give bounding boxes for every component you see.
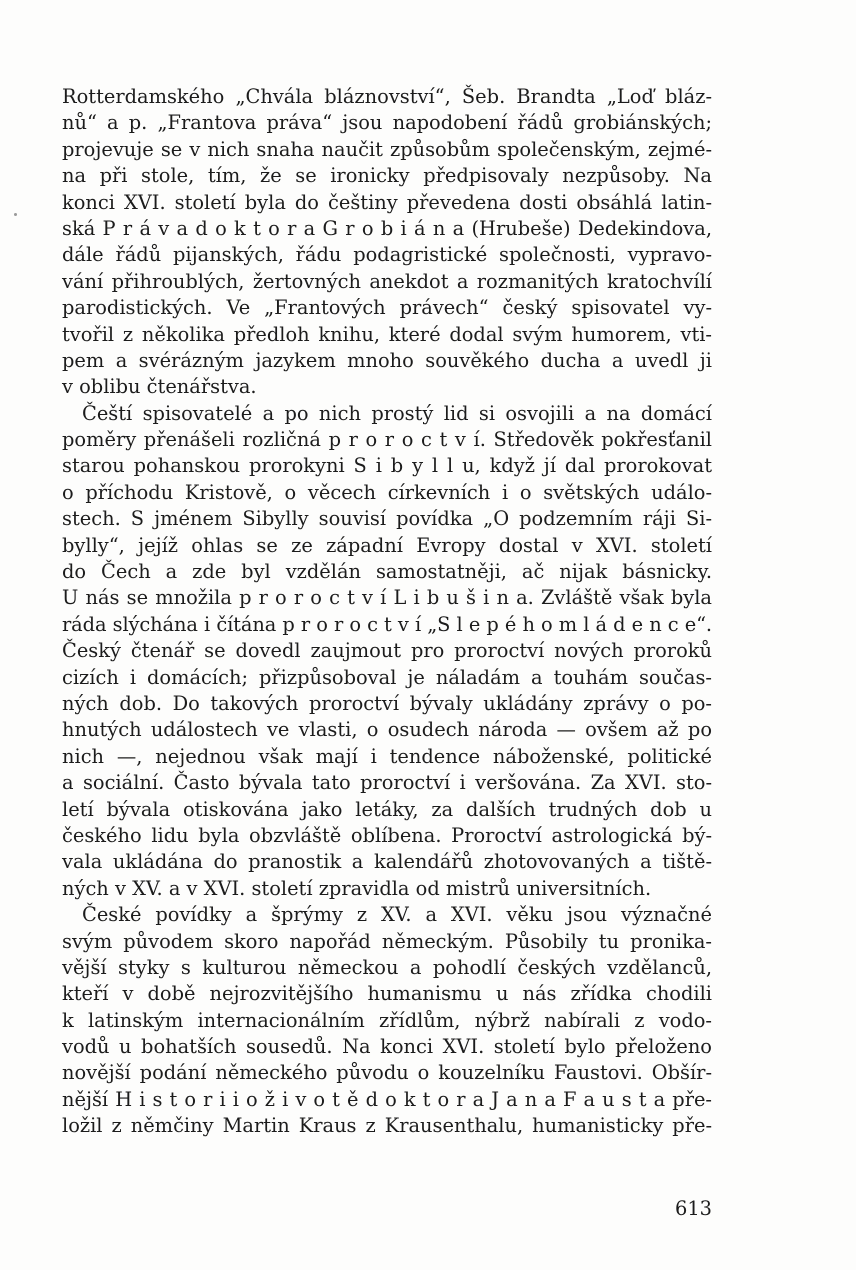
text-line: poměry přenášeli rozličná p r o r o c t v í. Středověk pokřesťanil <box>62 428 712 452</box>
text-line: kteří v době nejrozvitějšího humanismu u nás zřídka chodili <box>62 982 712 1006</box>
text-line: k latinským internacionálním zřídlům, nýbrž nabírali z vodo- <box>62 1008 712 1032</box>
text-line: a sociální. Často bývala tato proroctví i veršována. Za XVI. sto- <box>62 771 712 795</box>
text-line: bylly“, jejíž ohlas se ze západní Evropy dostal v XVI. století <box>62 533 712 557</box>
text-line: na při stole, tím, že se ironicky předpisovaly nezpůsoby. Na <box>62 164 712 188</box>
text-line: vala ukládána do pranostik a kalendářů zhotovovaných a tiště- <box>62 850 712 874</box>
text-line: ných v XV. a v XVI. století zpravidla od mistrů universitních. <box>62 876 652 900</box>
text-line: České povídky a šprýmy z XV. a XVI. věku jsou význačné <box>82 903 712 927</box>
text-line: nější H i s t o r i i o ž i v o t ě d o k t o r a J a n a F a u s t a pře- <box>62 1087 712 1111</box>
text-line: o příchodu Kristově, o věcech církevních i o světských událo- <box>62 480 712 504</box>
text-line: svým původem skoro napořád německým. Působily tu pronika- <box>62 929 712 953</box>
text-line: parodistických. Ve „Frantových právech“ český spisovatel vy- <box>62 296 712 320</box>
text-line: pem a svérázným jazykem mnoho souvěkého ducha a uvedl ji <box>62 348 712 372</box>
text-line: stech. S jménem Sibylly souvisí povídka „O podzemním ráji Si- <box>62 507 712 531</box>
text-line: vodů u bohatších sousedů. Na konci XVI. století bylo přeloženo <box>62 1035 712 1059</box>
text-line: Čeští spisovatelé a po nich prostý lid si osvojili a na domácí <box>82 401 712 425</box>
text-line: Český čtenář se dovedl zaujmout pro proroctví nových proroků <box>62 639 712 663</box>
text-line: U nás se množila p r o r o c t v í L i b u š i n a. Zvláště však byla <box>62 586 712 610</box>
text-line: nů“ a p. „Frantova práva“ jsou napodobení řádů grobiánských; <box>62 111 712 135</box>
text-line: starou pohanskou prorokyni S i b y l l u, když jí dal prorokovat <box>62 454 712 478</box>
text-line: projevuje se v nich snaha naučit způsobům společenským, zejmé- <box>62 137 712 161</box>
text-line: dále řádů pijanských, řádu podagristické společnosti, vypravo- <box>62 243 712 267</box>
text-line: hnutých událostech ve vlasti, o osudech národa — ovšem až po <box>62 718 712 742</box>
text-line: tvořil z několika předloh knihu, které dodal svým humorem, vti- <box>62 322 712 346</box>
text-line: ská P r á v a d o k t o r a G r o b i á n a (Hrubeše) Dedekindova, <box>62 216 712 240</box>
text-line: Rotterdamského „Chvála bláznovství“, Šeb. Brandta „Loď bláz- <box>62 85 712 108</box>
text-line: českého lidu byla obzvláště oblíbena. Proroctví astrologická bý- <box>62 823 712 847</box>
body-text <box>62 84 712 1140</box>
text-line: nich —, nejednou však mají i tendence náboženské, politické <box>62 744 712 768</box>
text-line: letí bývala otiskována jako letáky, za dalších trudných dob u <box>62 797 712 821</box>
page-number: 613 <box>674 1197 712 1220</box>
text-line: cizích i domácích; přizpůsoboval je náladám a touhám součas- <box>62 665 712 689</box>
text-line: ráda slýchána i čítána p r o r o c t v í „S l e p é h o m l á d e n c e“. <box>62 612 712 636</box>
text-line: do Čech a zde byl vzdělán samostatněji, ač nijak básnicky. <box>62 560 712 584</box>
text-line: ložil z němčiny Martin Kraus z Krausenthalu, humanisticky pře- <box>62 1114 712 1138</box>
text-line: vání přihroublých, žertovných anekdot a rozmanitých kratochvílí <box>62 269 712 293</box>
text-line: konci XVI. století byla do češtiny převedena dosti obsáhlá latin- <box>62 190 712 214</box>
text-line: novější podání německého původu o kouzelníku Faustovi. Obšír- <box>62 1061 712 1085</box>
text-line: vější styky s kulturou německou a pohodlí českých vzdělanců, <box>62 955 712 979</box>
margin-speck <box>14 213 17 216</box>
text-line: ných dob. Do takových proroctví bývaly ukládány zprávy o po- <box>62 691 712 715</box>
text-line: v oblibu čtenářstva. <box>62 375 257 399</box>
